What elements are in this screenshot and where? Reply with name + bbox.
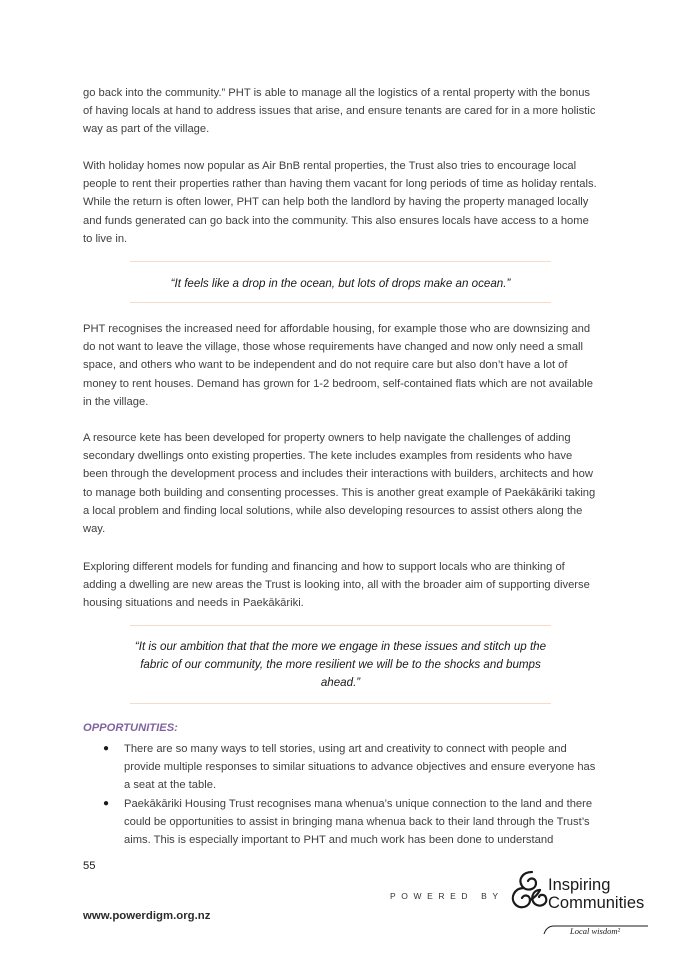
powered-by-label: POWERED BY [390, 891, 504, 901]
paragraph-affordable-housing: PHT recognises the increased need for affordable housing, for example those who are downsizing and do not want to leave the village, those whose requirements have changed and now only need a small space, and others who want to be independent and do not require care but also don’t have a lot of money to rent houses. Demand has grown for 1-2 bedroom, self-contained flats which are not available in the village. [83, 323, 593, 408]
pull-quote-drop-in-ocean: “It feels like a drop in the ocean, but lots of drops make an ocean.” [170, 277, 511, 290]
pull-quote-ambition: “It is our ambition that that the more we engage in these issues and stitch up the fabric of our community, the more resilient we will be to the shocks and bumps ahead.” [134, 640, 547, 690]
bullet-icon: ● [103, 743, 110, 754]
opportunities-heading: OPPORTUNITIES: [83, 722, 178, 734]
list-item [83, 795, 603, 850]
list-item [83, 740, 603, 795]
quote-bottom-rule [130, 703, 551, 704]
logo-tagline: Local wisdom² [570, 926, 621, 936]
list-item-text: Paekākāriki Housing Trust recognises mana whenua’s unique connection to the land and there could be opportunities to assist in bringing mana whenua back to their land through the Trust’s aims. This is especially important to PHT and much work has been done to understand [124, 797, 593, 847]
paragraph-rental-logistics: go back into the community.” PHT is able to manage all the logistics of a rental property with the bonus of having locals at hand to address issues that arise, and ensure tenants are cared for in a more holistic way as part of the village. [83, 87, 596, 136]
website-url[interactable]: www.powerdigm.org.nz [83, 910, 211, 922]
list-item-text: There are so many ways to tell stories, using art and creativity to connect with people and provide multiple responses to similar situations to advance objectives and ensure everyone has a seat at the table. [124, 743, 596, 792]
paragraph-resource-kete: A resource kete has been developed for property owners to help navigate the challenges of adding secondary dwellings onto existing properties. The kete includes examples from residents who have been through the development process and includes their interactions with builders, architects and how to manage both building and consenting processes. This is another great example of Paekākāriki taking a local problem and finding local solutions, while also developing resources to assist others along the way. [83, 432, 596, 536]
paragraph-holiday-homes: With holiday homes now popular as Air BnB rental properties, the Trust also tries to encourage local people to rent their properties rather than having them vacant for long periods of time as holiday rentals. While the return is often lower, PHT can help both the landlord by having the property managed locally and funds generated can go back into the community. This also ensures locals have access to a home to live in. [83, 160, 597, 245]
opportunities-list [83, 740, 603, 849]
paragraph-funding-models: Exploring different models for funding and financing and how to support locals who are thinking of adding a dwelling are new areas the Trust is looking into, all with the broader aim of supporting diverse housing situations and needs in Paekākāriki. [83, 561, 590, 610]
quote-bottom-rule [130, 302, 551, 303]
logo-wordmark-line2: Communities [548, 894, 645, 912]
bullet-icon: ● [103, 797, 110, 809]
quote-top-rule [130, 261, 551, 262]
page-number: 55 [83, 860, 96, 872]
logo-wordmark-line1: Inspiring [548, 876, 611, 894]
quote-top-rule [130, 625, 551, 626]
